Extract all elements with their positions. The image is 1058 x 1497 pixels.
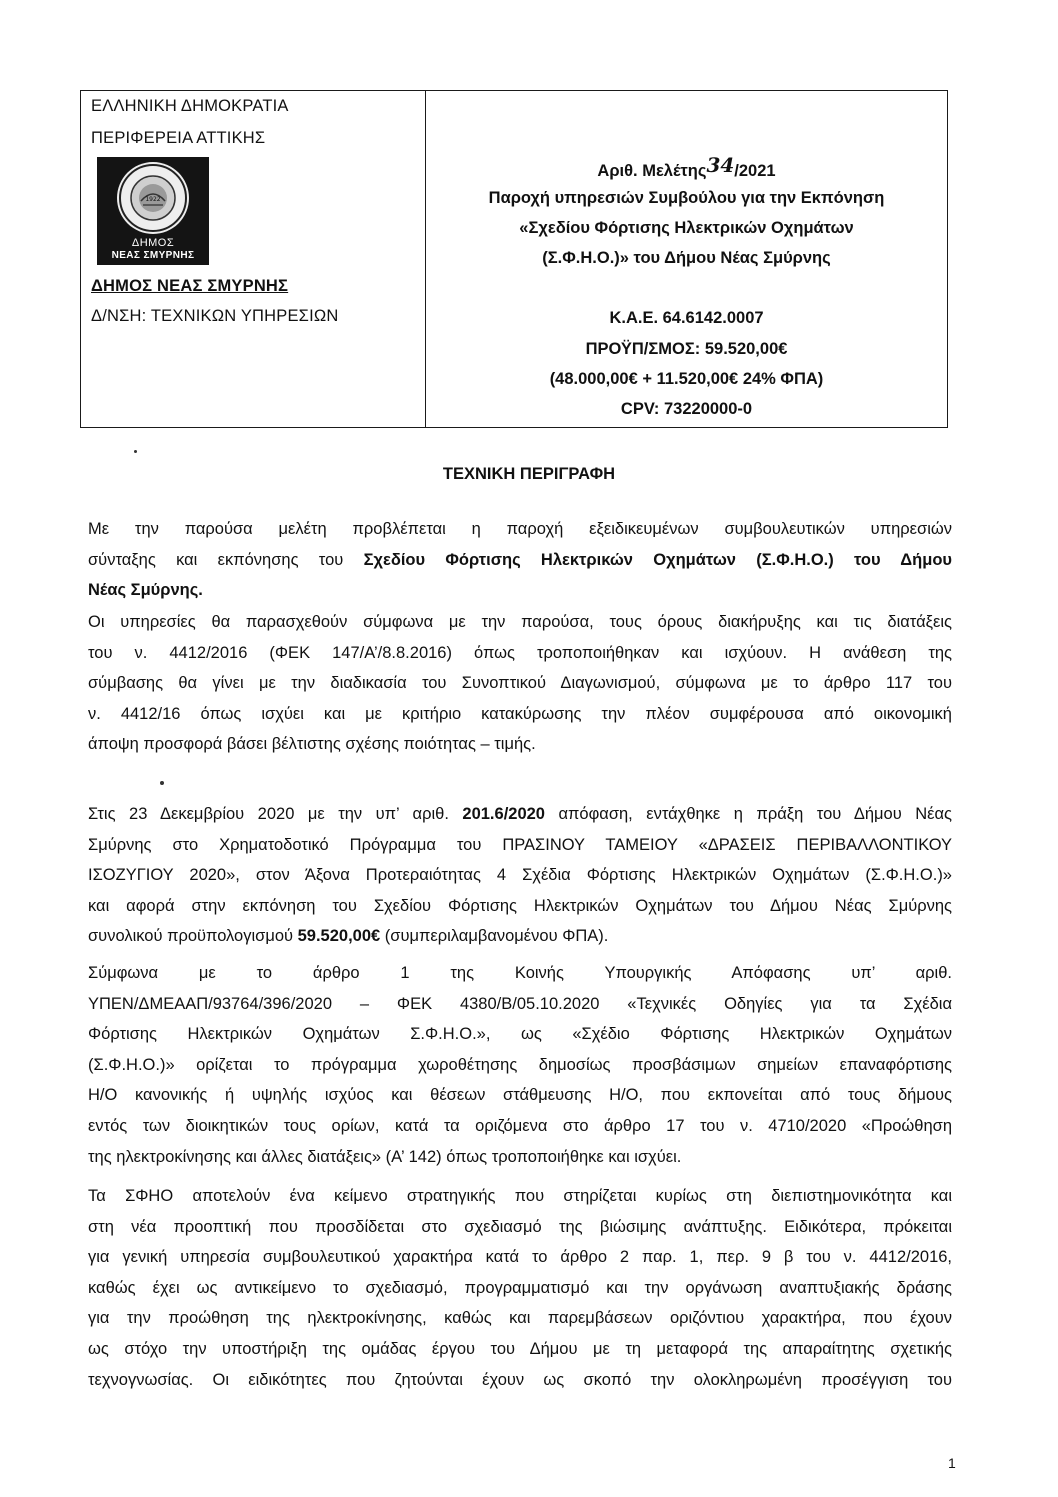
bold-text: Νέας Σμύρνης.: [88, 581, 203, 600]
text-line: (Σ.Φ.Η.Ο.)» ορίζεται το πρόγραμμα χωροθέτησης δημοσίως προσβάσιμων σημείων επαναφόρτισης: [88, 1055, 952, 1074]
text-line: Με την παρούσα μελέτη προβλέπεται η παροχή εξειδικευμένων συμβουλευτικών υπηρεσιών: [88, 520, 952, 538]
header-right-cell: [426, 91, 947, 427]
text-line: [88, 799, 952, 830]
logo-text-name: ΝΕΑΣ ΣΜΥΡΝΗΣ: [111, 250, 195, 261]
text-span: Στις 23 Δεκεμβρίου 2020 με την υπ’ αριθ.: [88, 805, 463, 823]
cpv-code: CPV: 73220000-0: [620, 400, 753, 418]
paragraph-definition: [88, 958, 952, 1172]
bold-text: Σχεδίου Φόρτισης Ηλεκτρικών Οχημάτων (Σ.Φ.Η.Ο.) του Δήμου: [363, 550, 952, 569]
text-line: σύμβασης θα γίνει με την διαδικασία του Συνοπτικού Διαγωνισμού, σύμφωνα με το άρθρο 117 του: [88, 674, 952, 693]
municipality-name: ΔΗΜΟΣ ΝΕΑΣ ΣΜΥΡΝΗΣ: [91, 277, 289, 295]
text-line: Οι υπηρεσίες θα παρασχεθούν σύμφωνα με την παρούσα, τους όρους διακήρυξης και τις διατάξεις: [88, 613, 952, 631]
svg-text:1922: 1922: [145, 196, 161, 203]
scan-speck: [134, 450, 137, 453]
text-line: στη νέα προοπτική που προσδίδεται στο σχεδιασμό της βιώσιμης ανάπτυξης. Ειδικότερα, πρόκειται: [88, 1217, 952, 1236]
text-line: Η/Ο κανονικής ή υψηλής ισχύος και θέσεων στάθμευσης Η/Ο, που εκπονείται από τους δήμους: [88, 1086, 952, 1105]
text-line: τεχνογνωσίας. Οι ειδικότητες που ζητούνται έχουν ως σκοπό την ολοκληρωμένη προσέγγιση του: [88, 1370, 952, 1389]
text-line: Σμύρνης στο Χρηματοδοτικό Πρόγραμμα του ΠΡΑΣΙΝΟΥ ΤΑΜΕΙΟΥ «ΔΡΑΣΕΙΣ ΠΕΡΙΒΑΛΛΟΝΤΙΚΟΥ: [88, 835, 952, 854]
bold-text: 59.520,00€: [297, 927, 381, 946]
study-number: [426, 153, 947, 181]
seal-icon: [107, 159, 199, 237]
study-title-line2: «Σχεδίου Φόρτισης Ηλεκτρικών Οχημάτων: [519, 219, 854, 237]
budget-total: ΠΡΟΫΠ/ΣΜΟΣ: 59.520,00€: [585, 340, 788, 358]
text-line: ΙΣΟΖΥΓΙΟΥ 2020», στον Άξονα Προτεραιότητας 4 Σχέδια Φόρτισης Ηλεκτρικών Οχημάτων (Σ.Φ.Η.Ο.)»: [88, 866, 952, 885]
study-title-line3: (Σ.Φ.Η.Ο.)» του Δήμου Νέας Σμύρνης: [542, 249, 831, 267]
region-label: ΠΕΡΙΦΕΡΕΙΑ ΑΤΤΙΚΗΣ: [91, 129, 266, 147]
study-number-handwritten: 34: [706, 153, 735, 177]
budget-breakdown: (48.000,00€ + 11.520,00€ 24% ΦΠΑ): [549, 370, 824, 388]
text-line: άποψη προσφορά βάσει βέλτιστης σχέσης ποιότητας – τιμής.: [88, 735, 536, 754]
text-line: [88, 921, 952, 952]
text-line: Σύμφωνα με το άρθρο 1 της Κοινής Υπουργικής Απόφασης υπ’ αριθ.: [88, 964, 952, 982]
country-label: ΕΛΛΗΝΙΚΗ ΔΗΜΟΚΡΑΤΙΑ: [91, 97, 289, 115]
document-title: ΤΕΧΝΙΚΗ ΠΕΡΙΓΡΑΦΗ: [442, 465, 616, 483]
text-line: του ν. 4412/2016 (ΦΕΚ 147/Α’/8.8.2016) όπως τροποποιήθηκαν και ισχύουν. Η ανάθεση της: [88, 643, 952, 662]
text-line: Φόρτισης Ηλεκτρικών Οχημάτων Σ.Φ.Η.Ο.», ως «Σχέδιο Φόρτισης Ηλεκτρικών Οχημάτων: [88, 1025, 952, 1044]
text-line: ΥΠΕΝ/ΔΜΕΑΑΠ/93764/396/2020 – ΦΕΚ 4380/Β/05.10.2020 «Τεχνικές Οδηγίες για τα Σχέδια: [88, 994, 952, 1013]
bold-text: 201.6/2020: [462, 805, 545, 823]
paragraph-intro: [88, 514, 952, 606]
municipality-logo: [97, 157, 209, 265]
text-line: και αφορά στην εκπόνηση του Σχεδίου Φόρτισης Ηλεκτρικών Οχημάτων του Δήμου Νέας Σμύρνης: [88, 896, 952, 915]
text-line: της ηλεκτροκίνησης και άλλες διατάξεις» (Α’ 142) όπως τροποποιήθηκε και ισχύει.: [88, 1147, 682, 1166]
paragraph-funding: [88, 799, 952, 952]
text-line: εντός των διοικητικών τους ορίων, κατά τα οριζόμενα στο άρθρο 17 του ν. 4710/2020 «Προώθηση: [88, 1116, 952, 1135]
text-line: ν. 4412/16 όπως ισχύει και με κριτήριο κατακύρωσης την πλέον συμφέρουσα από οικονομική: [88, 704, 952, 723]
text-line: για την προώθηση της ηλεκτροκίνησης, καθώς και παρεμβάσεων οριζόντιου χαρακτήρα, που έχουν: [88, 1309, 952, 1328]
logo-text-municipality: ΔΗΜΟΣ: [131, 237, 175, 249]
text-line: [88, 575, 952, 606]
page-number: 1: [948, 1455, 956, 1471]
department-label: Δ/ΝΣΗ: ΤΕΧΝΙΚΩΝ ΥΠΗΡΕΣΙΩΝ: [91, 307, 339, 325]
text-span: απόφαση, εντάχθηκε η πράξη του Δήμου Νέας: [545, 805, 952, 823]
text-span: σύνταξης και εκπόνησης του: [88, 550, 364, 569]
paragraph-legal-basis: [88, 607, 952, 760]
kae-code: Κ.Α.Ε. 64.6142.0007: [609, 309, 764, 327]
text-line: ως στόχο την υποστήριξη της ομάδας έργου του Δήμου με τη μεταφορά της απαραίτητης σχετικής: [88, 1339, 952, 1358]
text-line: Τα ΣΦΗΟ αποτελούν ένα κείμενο στρατηγικής που στηρίζεται κυρίως στη διεπιστημονικότητα και: [88, 1187, 952, 1205]
text-line: καθώς έχει ως αντικείμενο το σχεδιασμό, προγραμματισμό και την οργάνωση αναπτυξιακής δράσης: [88, 1278, 952, 1297]
header-table: [80, 90, 948, 428]
study-number-prefix: Αριθ. Μελέτης: [597, 162, 707, 180]
text-span: συνολικού προϋπολογισμού: [88, 927, 298, 946]
study-title-line1: Παροχή υπηρεσιών Συμβούλου για την Εκπόνηση: [488, 189, 885, 207]
paragraph-strategy: [88, 1181, 952, 1395]
study-number-suffix: /2021: [734, 162, 776, 180]
scan-speck: [160, 781, 164, 785]
header-left-cell: [81, 91, 425, 427]
text-line: για γενική υπηρεσία συμβουλευτικού χαρακτήρα κατά το άρθρο 2 παρ. 1, περ. 9 β του ν. 4412/2016,: [88, 1248, 952, 1267]
text-span: (συμπεριλαμβανομένου ΦΠΑ).: [380, 927, 609, 946]
text-line: [88, 545, 952, 576]
